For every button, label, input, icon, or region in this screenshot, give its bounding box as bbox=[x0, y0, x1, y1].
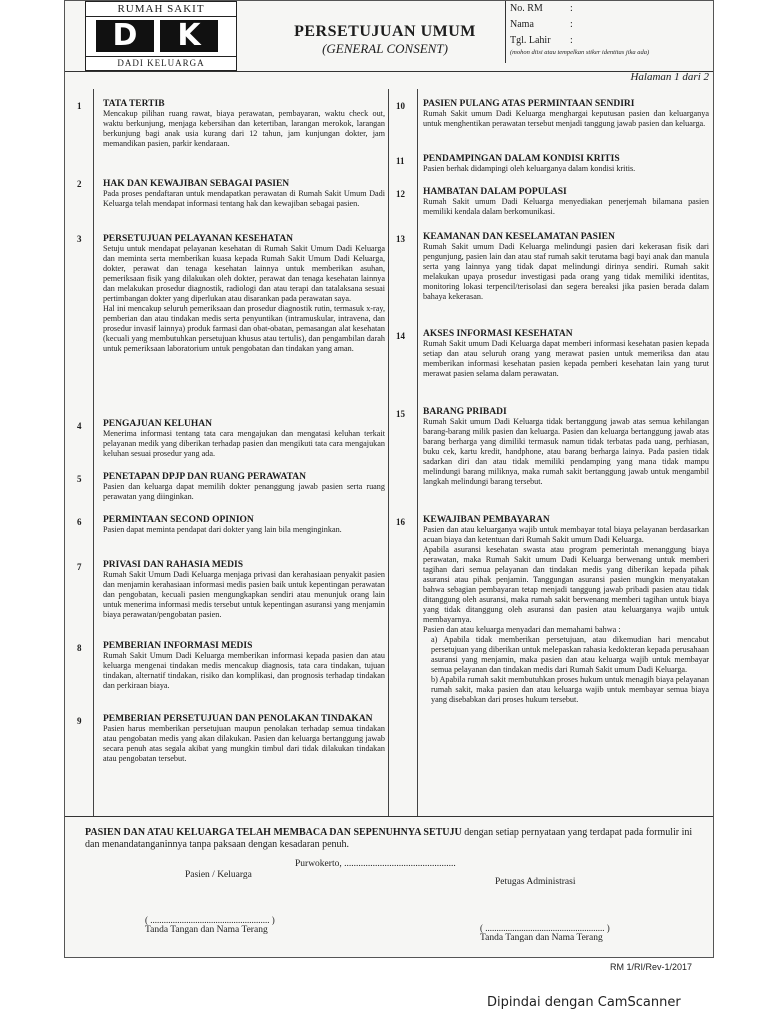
item-title: PERMINTAAN SECOND OPINION bbox=[103, 515, 254, 525]
item-number: 12 bbox=[396, 189, 405, 199]
signature-patient[interactable] bbox=[145, 915, 275, 935]
item-persetujuan-pelayanan bbox=[103, 234, 385, 354]
item-title: PERSETUJUAN PELAYANAN KESEHATAN bbox=[103, 234, 294, 244]
item-title: KEAMANAN DAN KESELAMATAN PASIEN bbox=[423, 232, 615, 242]
item-number: 7 bbox=[77, 562, 82, 572]
nama-row[interactable] bbox=[506, 17, 713, 33]
rm-row[interactable] bbox=[506, 1, 713, 17]
item-kondisi-kritis bbox=[423, 154, 709, 174]
item-second-opinion bbox=[103, 515, 385, 535]
item-text: Rumah Sakit Umum Dadi Keluarga menjaga privasi dan kerahasiaan penyakit pasien dan menjamin kerahasiaan informasi medis pasien baik untuk kepentingan perawatan dan pengobatan, kecuali pasien mengungkapkan sendiri atau menunjuk orang lain untuk menerima informasi medis tersebut untuk kepentingan asuransi yang menjamin biaya perawatan/pengobatan pasien. bbox=[103, 570, 385, 619]
item-text: Rumah Sakit umum Dadi Keluarga menghargai keputusan pasien dan keluarganya untuk menghentikan perawatan tersebut menjadi tanggung jawab pasien dan keluarga. bbox=[423, 109, 709, 128]
item-number: 5 bbox=[77, 474, 82, 484]
nama-colon: : bbox=[570, 19, 573, 30]
item-text-point-a: a) Apabila tidak memberikan persetujuan, atau dikemudian hari mencabut persetujuan yang diberikan untuk melepaskan rahasia kedokteran kepada perusahaan asuransi yang menjamin, maka pasien dan atau keluarga wajib untuk membayar semua pelayanan dan tindakan medis dari Rumah Sakit umum Dadi Keluarga. bbox=[431, 635, 709, 674]
item-number: 14 bbox=[396, 331, 405, 341]
logo-letter-k: K bbox=[160, 20, 218, 52]
item-title: AKSES INFORMASI KESEHATAN bbox=[423, 329, 573, 339]
item-title: PENGAJUAN KELUHAN bbox=[103, 419, 212, 429]
title-main: PERSETUJUAN UMUM bbox=[294, 23, 476, 40]
item-title: HAK DAN KEWAJIBAN SEBAGAI PASIEN bbox=[103, 179, 290, 189]
rm-colon: : bbox=[570, 3, 573, 14]
item-number: 2 bbox=[77, 179, 82, 189]
item-text: Pasien berhak didampingi oleh keluarganya dalam kondisi kritis. bbox=[423, 164, 636, 173]
item-text: Pasien dapat meminta pendapat dari dokter yang lain bila menginginkan. bbox=[103, 525, 342, 534]
logo-top-text: RUMAH SAKIT bbox=[86, 2, 236, 17]
item-keamanan bbox=[423, 232, 709, 302]
item-text: Pasien harus memberikan persetujuan maupun penolakan terhadap semua tindakan atau pengobatan medis yang akan dilakukan. Pasien dan keluarga bertanggung jawab secara penuh atas segala akibat yang mungkin timbul dari tidak dilakukan tindakan atau pengobatan tersebut. bbox=[103, 724, 385, 763]
right-column-divider bbox=[417, 89, 418, 816]
signature-section bbox=[65, 816, 713, 957]
item-informasi-medis bbox=[103, 641, 385, 691]
item-title: PASIEN PULANG ATAS PERMINTAAN SENDIRI bbox=[423, 99, 635, 109]
left-number-column bbox=[65, 89, 94, 816]
item-pulang-sendiri bbox=[423, 99, 709, 129]
item-hambatan-populasi bbox=[423, 187, 709, 217]
item-title: HAMBATAN DALAM POPULASI bbox=[423, 187, 567, 197]
hospital-logo bbox=[85, 1, 237, 71]
logo-mark bbox=[96, 20, 226, 52]
page-number: Halaman 1 dari 2 bbox=[630, 71, 709, 83]
scanner-watermark: Dipindai dengan CamScanner bbox=[487, 995, 681, 1010]
item-number: 4 bbox=[77, 421, 82, 431]
place-date-line[interactable]: Purwokerto, ............................................... bbox=[295, 859, 456, 869]
item-number: 1 bbox=[77, 101, 82, 111]
item-tata-tertib bbox=[103, 99, 385, 149]
consent-form-sheet bbox=[64, 0, 714, 958]
title-sub: (GENERAL CONSENT) bbox=[322, 41, 448, 56]
item-text: Pada proses pendaftaran untuk mendapatkan perawatan di Rumah Sakit Umum Dadi Keluarga telah mendapat informasi tentang hak dan kewajiban sebagai pasien. bbox=[103, 189, 385, 208]
item-text: Rumah Sakit umum Dadi Keluarga menyediakan penerjemah bilamana pasien memiliki kendala dalam berkomunikasi. bbox=[423, 197, 709, 216]
item-title: PENDAMPINGAN DALAM KONDISI KRITIS bbox=[423, 154, 620, 164]
tgl-lahir-label: Tgl. Lahir bbox=[510, 35, 551, 46]
item-title: PEMBERIAN INFORMASI MEDIS bbox=[103, 641, 253, 651]
item-text-continued: Hal ini mencakup seluruh pemeriksaan dan prosedur diagnostik rutin, termasuk x-ray, pemberian dan atau tindakan medis serta penyuntikan (intramuskular, intravena, dan prosedur invasif lainnya) produk farmasi dan obat-obatan, pemasangan alat kesehatan (kecuali yang membutuhkan persetujuan khusus atau tertulis), dan pengambilan darah untuk pemeriksaan laboratorium untuk pengobatan dan tindakan yang aman. bbox=[103, 304, 385, 353]
agreement-statement-bold: PASIEN DAN ATAU KELUARGA TELAH MEMBACA DAN SEPENUHNYA SETUJU bbox=[85, 827, 462, 838]
item-persetujuan-penolakan bbox=[103, 714, 385, 764]
item-title: PEMBERIAN PERSETUJUAN DAN PENOLAKAN TINDAKAN bbox=[103, 714, 373, 724]
document-reference: RM 1/RI/Rev-1/2017 bbox=[610, 962, 693, 972]
item-title: KEWAJIBAN PEMBAYARAN bbox=[423, 515, 550, 525]
signature-caption-right: Tanda Tangan dan Nama Terang bbox=[480, 933, 603, 943]
item-text: Pasien dan keluarga dapat memilih dokter penanggung jawab pasien serta ruang perawatan yang diinginkan. bbox=[103, 482, 385, 501]
item-text: Rumah Sakit umum Dadi Keluarga tidak bertanggung jawab atas semua kehilangan barang-barang milik pasien dan keluarga. Pasien dan keluarga bertanggung jawab atas barang berharga yang dimiliki termasuk namun tidak terbatas pada uang, perhiasan, buku cek, kartu kredit, handphone, atau barang berharga lainya. Pada pasien tidak sadarkan diri dan atau tidak memiliki pendamping yang mana tidak mampu melindungi barang miliknya, maka rumah sakit bertanggung jawab untuk mengambil langkah melindungi barang tersebut. bbox=[423, 417, 709, 486]
tgl-lahir-colon: : bbox=[570, 35, 573, 46]
item-text: Rumah Sakit umum Dadi Keluarga dapat memberi informasi kesehatan pasien kepada setiap dan atau seluruh orang yang merawat pasien untuk memeriksa dan atau memberikan informasi kesehatan pasien kepada pemberi kesehatan lain yang turut merawat pasien selama dalam perawatan. bbox=[423, 339, 709, 378]
item-penetapan-dpjp bbox=[103, 472, 385, 502]
id-sticker-note: (mohon diisi atau tempelkan stiker identitas jika ada) bbox=[510, 49, 650, 56]
item-text: Menerima informasi tentang tata cara mengajukan dan mengatasi keluhan terkait pelayanan medik yang diberikan terhadap pasien dan mengikuti tata cara mengajukan keluhan sesuai prosedur yang ada. bbox=[103, 429, 385, 458]
item-title: PRIVASI DAN RAHASIA MEDIS bbox=[103, 560, 243, 570]
item-number: 10 bbox=[396, 101, 405, 111]
pasien-keluarga-label: Pasien / Keluarga bbox=[185, 870, 252, 880]
item-privasi bbox=[103, 560, 385, 620]
signature-caption-left: Tanda Tangan dan Nama Terang bbox=[145, 925, 268, 935]
item-number: 3 bbox=[77, 234, 82, 244]
item-text: Rumah Sakit umum Dadi Keluarga melindungi pasien dari kekerasan fisik dari pengunjung, pasien lain dan atau staf rumah sakit terutama bagi bayi anak dan manula serta yang lainnya yang tidak dapat melindungi dirinya sendiri. Rumah sakit melakukan upaya prosedur investigasi pada orang yang tidak memiliki identitas, monitoring lokasi terpencil/terisolasi dan segera bereaksi jika pasien berada dalam bahaya kekerasan. bbox=[423, 242, 709, 301]
item-text: Setuju untuk mendapat pelayanan kesehatan di Rumah Sakit Umum Dadi Keluarga dan meminta serta memberikan kuasa kepada Rumah Sakit Umum Dadi Keluarga, dokter, perawat dan tenaga kesehatan lainnya untuk memberikan asuhan, pemeriksaan fisik yang dilakukan oleh dokter, perawat dan tenaga kesehatan lainnya dan melakukan prosedur diagnostik, radiologi dan atau terapi dan tatalaksana sesuai pertimbangan dokter yang diperlukan atau disarankan pada perawatan saya. bbox=[103, 244, 385, 303]
item-number: 8 bbox=[77, 643, 82, 653]
document-title bbox=[245, 23, 525, 57]
rm-label: No. RM bbox=[510, 3, 543, 14]
item-number: 16 bbox=[396, 517, 405, 527]
item-kewajiban-pembayaran bbox=[423, 515, 709, 705]
agreement-statement bbox=[85, 827, 695, 851]
logo-letter-d: D bbox=[96, 20, 154, 52]
item-number: 6 bbox=[77, 517, 82, 527]
nama-label: Nama bbox=[510, 19, 534, 30]
item-barang-pribadi bbox=[423, 407, 709, 487]
item-text: Mencakup pilihan ruang rawat, biaya perawatan, pembayaran, waktu check out, waktu berkunjung, menjaga kebersihan dan ketertiban, larangan merokok, larangan berkunjung bagi anak usia kurang dari 12 tahun, jam kunjungan dokter, jam memandikan pasien, parkir kendaraan. bbox=[103, 109, 385, 148]
item-text: Rumah Sakit Umum Dadi Keluarga memberikan informasi kepada pasien dan atau keluarga mengenai tindakan medis mencakup diagnosis, tata cara tindakan, tujuan tindakan, alternatif tindakan, risiko dan komplikasi, dan prognosis terhadap tindakan dan perkiraan biaya. bbox=[103, 651, 385, 690]
item-title: PENETAPAN DPJP DAN RUANG PERAWATAN bbox=[103, 472, 307, 482]
item-number: 9 bbox=[77, 716, 82, 726]
signature-officer[interactable] bbox=[480, 923, 610, 943]
item-text-insurance: Apabila asuransi kesehatan swasta atau program pemerintah menanggung biaya perawatan, maka Rumah Sakit umum Dadi Keluarga berwenang untuk memberi tagihan dari semua pelayanan dan tindakan medis yang diberikan kepada pihak asuransi atau pihak penjamin. Tanggungan asuransi pasien mungkin menyatakan bahwa sebagian pembayaran tetap menjadi tanggung jawab pribadi pasien atau tidak ditanggung oleh asuransi, maka rumah sakit berwenang memberi tagihan untuk biaya yang tidak ditanggung oleh asuransi dan pasien atau keluarganya wajib untuk membayarnya. bbox=[423, 545, 709, 624]
patient-id-box bbox=[505, 1, 713, 63]
item-text-point-b: b) Apabila rumah sakit membutuhkan proses hukum untuk menagih biaya pelayanan rumah sakit, maka pasien dan atau keluarga wajib untuk membayar semua biaya yang disebabkan dari proses hukum tersebut. bbox=[431, 675, 709, 704]
item-number: 13 bbox=[396, 234, 405, 244]
item-number: 11 bbox=[396, 156, 405, 166]
signature-line-left: ( ..................................................... ) bbox=[145, 915, 275, 925]
item-title: TATA TERTIB bbox=[103, 99, 165, 109]
item-akses-informasi bbox=[423, 329, 709, 379]
item-hak-kewajiban bbox=[103, 179, 385, 209]
signature-line-right: ( ..................................................... ) bbox=[480, 923, 610, 933]
item-pengajuan-keluhan bbox=[103, 419, 385, 459]
item-text-awareness: Pasien dan atau keluarga menyadari dan memahami bahwa : bbox=[423, 625, 621, 634]
item-text: Pasien dan atau keluarganya wajib untuk membayar total biaya pelayanan berdasarkan acuan biaya dan ketentuan dari Rumah Sakit umum Dadi Keluarga. bbox=[423, 525, 709, 544]
tgl-lahir-row[interactable] bbox=[506, 33, 713, 49]
agreement-statement-rest: dengan setiap pernyataan yang terdapat pada formulir ini dan menandatanganinnya tanpa paksaan dengan kesadaran penuh. bbox=[85, 827, 693, 850]
logo-bottom-text: DADI KELUARGA bbox=[86, 56, 236, 70]
item-title: BARANG PRIBADI bbox=[423, 407, 507, 417]
form-header bbox=[65, 1, 713, 72]
item-number: 15 bbox=[396, 409, 405, 419]
petugas-admin-label: Petugas Administrasi bbox=[495, 877, 576, 887]
